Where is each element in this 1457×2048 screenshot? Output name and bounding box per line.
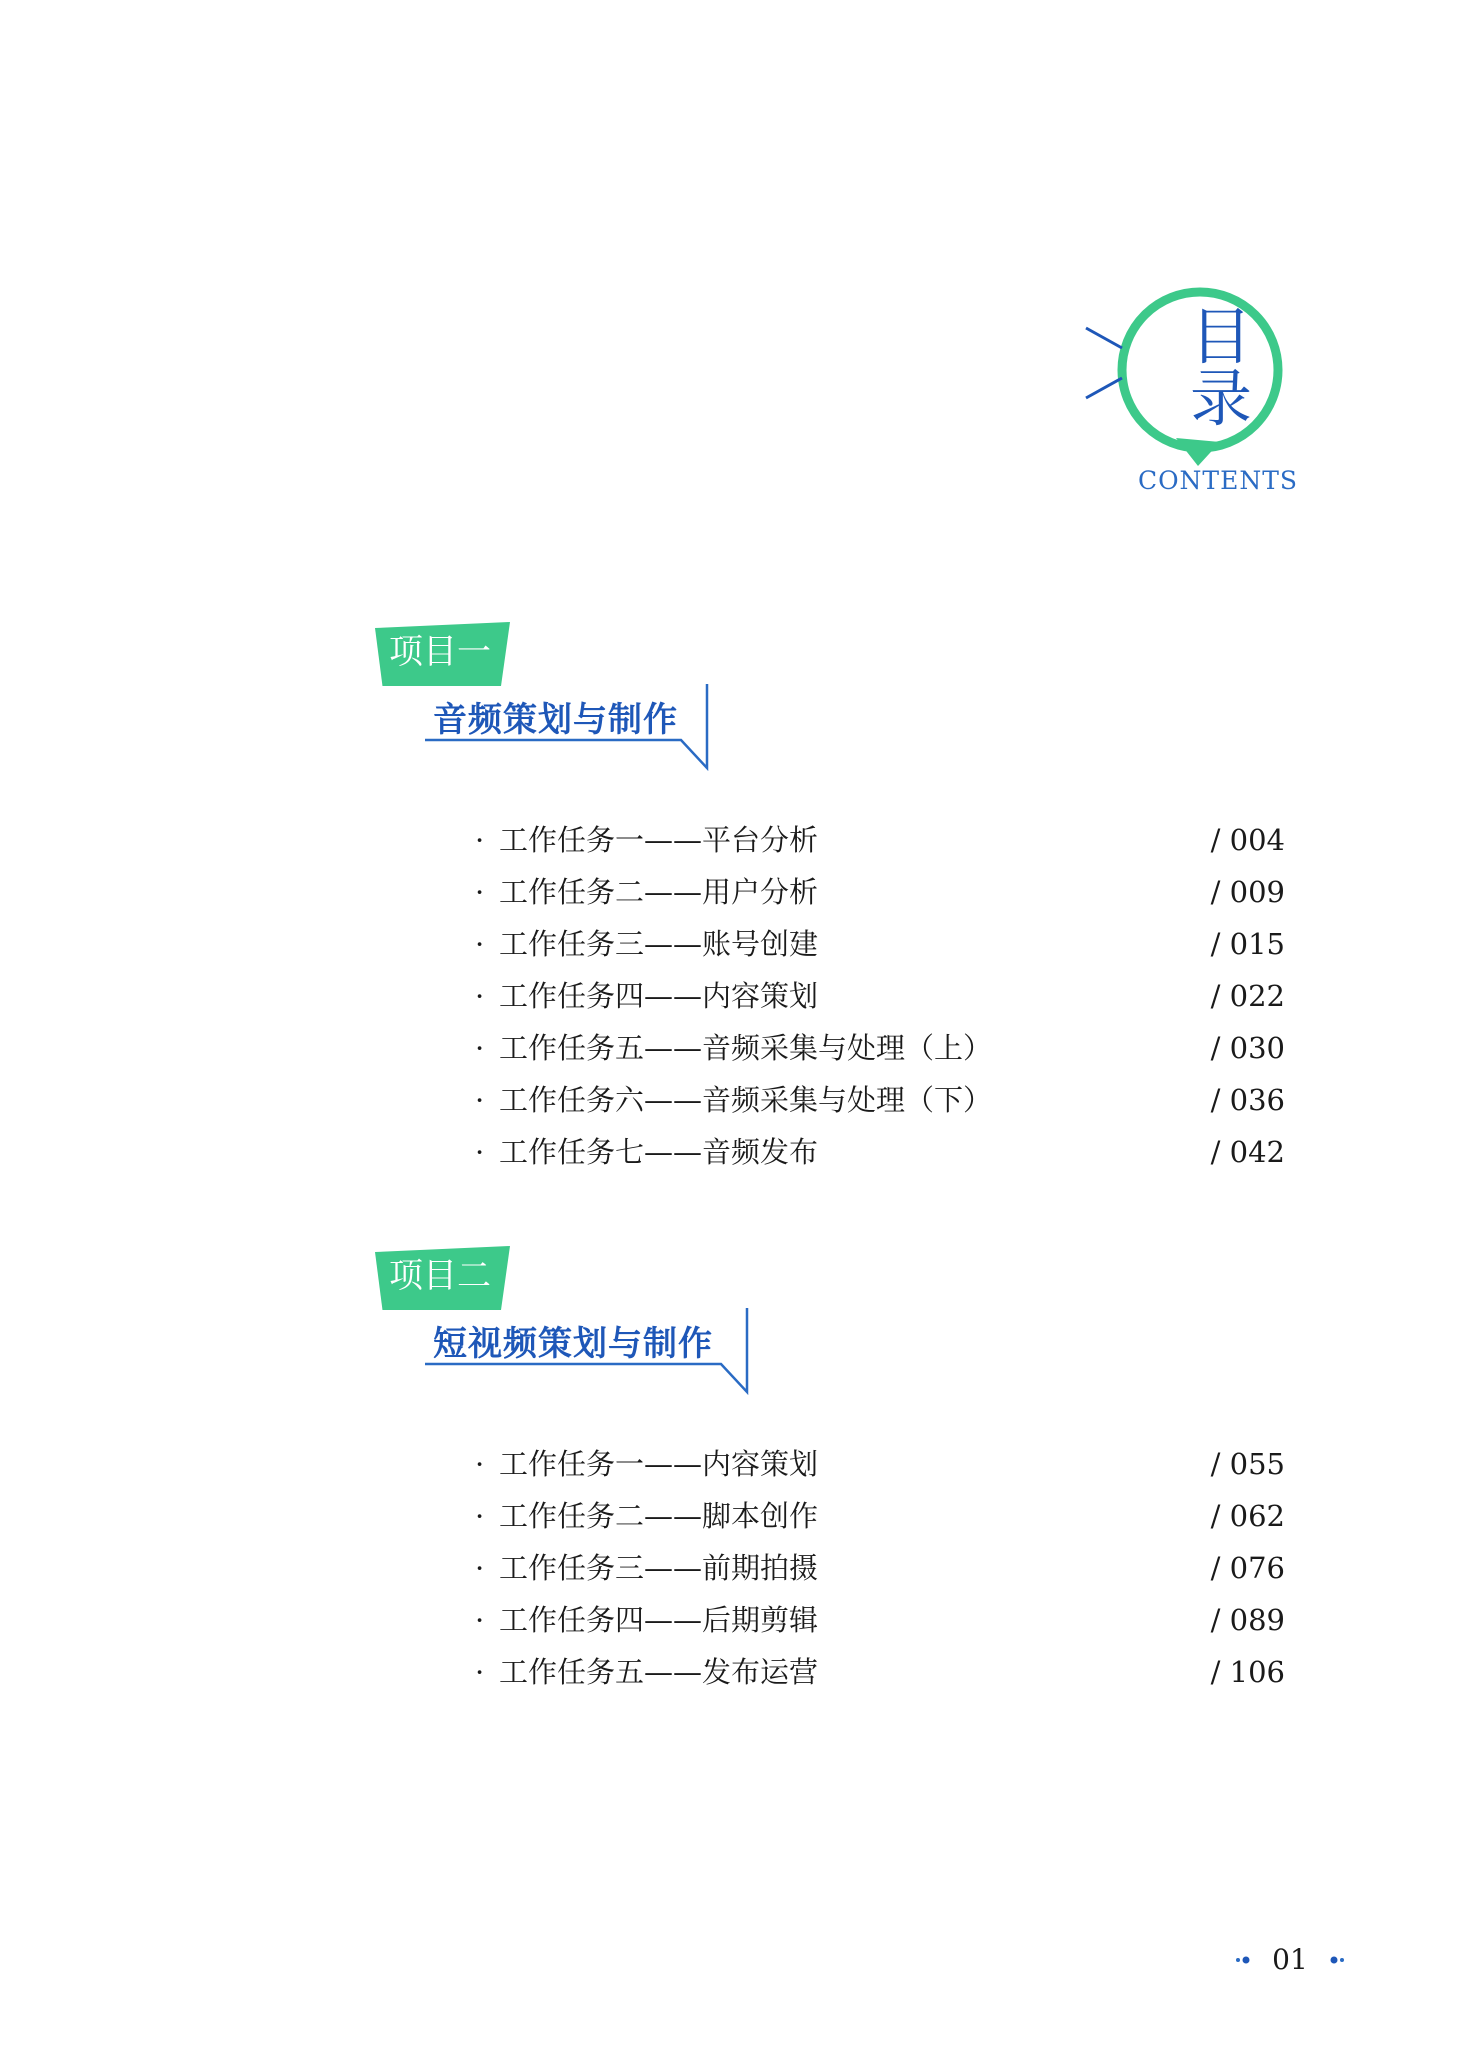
page-number <box>1230 1940 1350 1980</box>
bullet: · <box>475 1603 485 1637</box>
toc-entry[interactable] <box>475 1438 1285 1490</box>
bullet: · <box>475 1499 485 1533</box>
bullet: · <box>475 875 485 909</box>
task-label: 工作任务二——用户分析 <box>499 875 819 909</box>
toc-entry[interactable] <box>475 814 1285 866</box>
task-label: 工作任务三——前期拍摄 <box>499 1551 819 1585</box>
task-label: 工作任务一——内容策划 <box>499 1447 819 1481</box>
toc-entry[interactable] <box>475 1594 1285 1646</box>
badge-title-char-2: 录 <box>1189 362 1252 435</box>
project-tag <box>375 622 515 686</box>
toc-entry[interactable] <box>475 866 1285 918</box>
page-ref: / 015 <box>1210 927 1285 961</box>
task-list <box>475 814 1285 1178</box>
project-tag-label: 项目二 <box>389 1256 491 1296</box>
page-ref: / 009 <box>1210 875 1285 909</box>
bullet: · <box>475 1551 485 1585</box>
project-title: 音频策划与制作 <box>433 700 678 740</box>
task-label: 工作任务五——发布运营 <box>499 1655 819 1689</box>
page-ref: / 004 <box>1210 823 1285 857</box>
page-ref: / 089 <box>1210 1603 1285 1637</box>
task-label: 工作任务二——脚本创作 <box>499 1499 819 1533</box>
badge-title-char-1: 目 <box>1189 300 1252 373</box>
page-ref: / 055 <box>1210 1447 1285 1481</box>
page-ref: / 036 <box>1210 1083 1285 1117</box>
page-ref: / 022 <box>1210 979 1285 1013</box>
toc-entry[interactable] <box>475 1022 1285 1074</box>
task-label: 工作任务五——音频采集与处理（上） <box>499 1031 993 1065</box>
project-title: 短视频策划与制作 <box>433 1324 713 1364</box>
project-title-box <box>425 1308 755 1398</box>
page-ref: / 062 <box>1210 1499 1285 1533</box>
project-tag <box>375 1246 515 1310</box>
page-ref: / 030 <box>1210 1031 1285 1065</box>
task-label: 工作任务六——音频采集与处理（下） <box>499 1083 993 1117</box>
page-ref: / 106 <box>1210 1655 1285 1689</box>
bullet: · <box>475 1135 485 1169</box>
page-number-text: 01 <box>1272 1943 1308 1976</box>
toc-entry[interactable] <box>475 1490 1285 1542</box>
task-label: 工作任务四——内容策划 <box>499 979 819 1013</box>
toc-entry[interactable] <box>475 1542 1285 1594</box>
task-label: 工作任务一——平台分析 <box>499 823 819 857</box>
bullet: · <box>475 1447 485 1481</box>
task-label: 工作任务四——后期剪辑 <box>499 1603 819 1637</box>
project-title-box <box>425 684 715 774</box>
bullet: · <box>475 1655 485 1689</box>
task-label: 工作任务七——音频发布 <box>499 1135 819 1169</box>
toc-entry[interactable] <box>475 1646 1285 1698</box>
badge-subtitle: CONTENTS <box>1137 466 1299 495</box>
toc-entry[interactable] <box>475 1074 1285 1126</box>
bullet: · <box>475 979 485 1013</box>
toc-entry[interactable] <box>475 1126 1285 1178</box>
bullet: · <box>475 1031 485 1065</box>
toc-entry[interactable] <box>475 970 1285 1022</box>
bullet: · <box>475 823 485 857</box>
task-list <box>475 1438 1285 1698</box>
page-ref: / 042 <box>1210 1135 1285 1169</box>
task-label: 工作任务三——账号创建 <box>499 927 819 961</box>
project-tag-label: 项目一 <box>389 632 491 672</box>
bullet: · <box>475 1083 485 1117</box>
toc-entry[interactable] <box>475 918 1285 970</box>
contents-badge <box>1080 270 1300 510</box>
page-ref: / 076 <box>1210 1551 1285 1585</box>
bullet: · <box>475 927 485 961</box>
